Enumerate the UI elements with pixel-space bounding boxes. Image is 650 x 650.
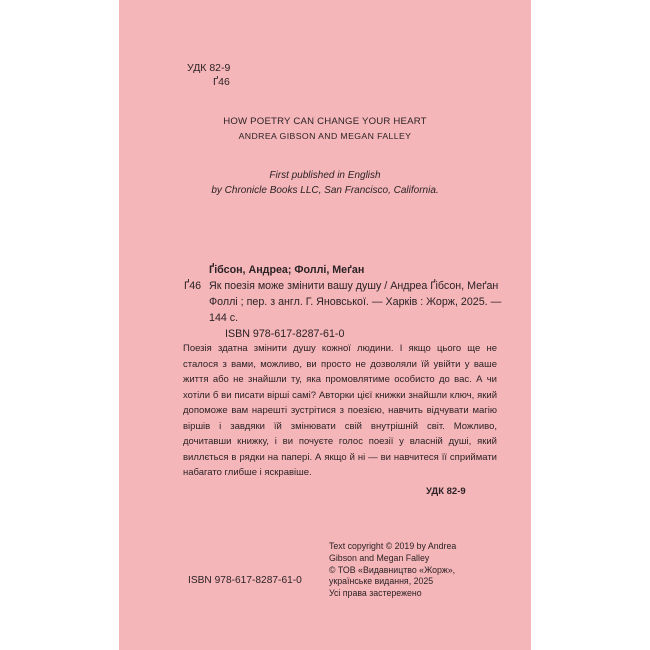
annotation — [183, 341, 497, 481]
copyright-line-4: українське видання, 2025 — [329, 576, 434, 587]
copyright-line-2: Gibson and Megan Falley — [329, 552, 430, 563]
original-title: HOW POETRY CAN CHANGE YOUR HEART — [223, 116, 427, 127]
udk-classification-top — [187, 61, 230, 89]
copyright-line-3: © ТОВ «Видавництво «Жорж», — [329, 564, 456, 575]
copyright-line-1: Text copyright © 2019 by Andrea — [329, 541, 457, 551]
udk-code: УДК 82-9 — [187, 62, 231, 74]
catalog-isbn: ISBN 978-617-8287-61-0 — [225, 328, 345, 340]
udk-classification-bottom: УДК 82-9 — [426, 486, 466, 497]
original-title-block — [119, 114, 531, 144]
isbn-bottom: ISBN 978-617-8287-61-0 — [188, 575, 302, 586]
catalog-code: Ґ46 — [184, 280, 202, 292]
first-published-note — [119, 168, 531, 198]
catalog-heading: Ґібсон, Андреа; Фоллі, Меґан — [209, 264, 365, 276]
first-published-line-2: by Chronicle Books LLC, San Francisco, California. — [211, 185, 439, 196]
original-authors: ANDREA GIBSON AND MEGAN FALLEY — [238, 131, 412, 141]
annotation-text: Поезія здатна змінити душу кожної людини. І якщо цього ще не сталося з вами, можливо, ви просто не дозволяли їй увійти у ваше життя або не знайшли ту, яка промовлятиме особисто до вас. А чи хотіли б ви писати вірші самі? Авторки цієї книжки знайшли ключ, який допоможе вам нарешті зустрітися з поезією, навчить відчувати магію віршів і завдяки їй змінювати свій внутрішній світ. Можливо, дочитавши книжку, і ви почуєте голос поезії у власній душі, який виллється в рядки на папері. А якщо й ні — ви навчитеся її сприймати набагато глибше і яскравіше. — [183, 343, 497, 478]
copyright-line-5: Усі права застережено — [329, 588, 422, 599]
catalog-description: Як поезія може змінити вашу душу / Андреа Ґібсон, Меґан Фоллі ; пер. з англ. Г. Яновської. — Харків : Жорж, 2025. — 144 с. — [209, 280, 502, 324]
book-page — [119, 0, 531, 650]
author-mark: Ґ46 — [213, 76, 230, 88]
first-published-line-1: First published in English — [269, 170, 381, 181]
copyright-block — [329, 541, 456, 600]
